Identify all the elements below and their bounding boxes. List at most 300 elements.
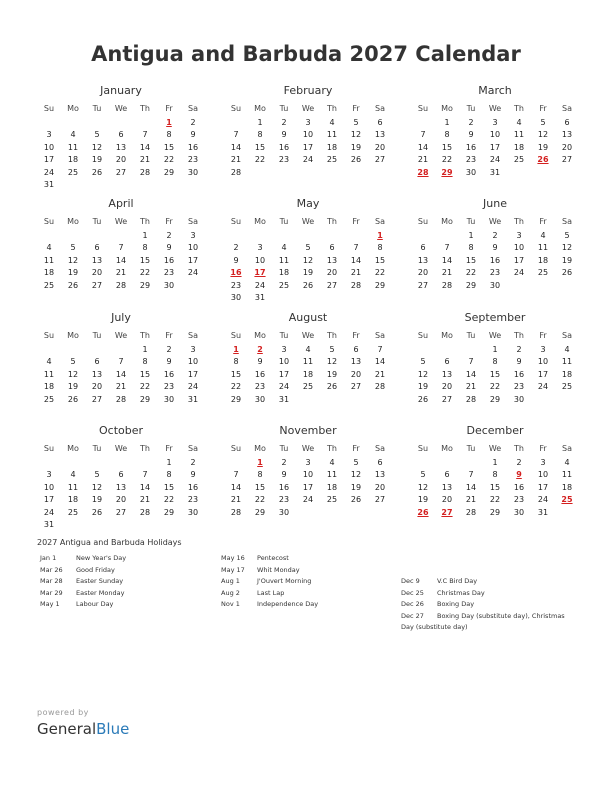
day: 8 xyxy=(444,130,450,139)
holiday-item xyxy=(40,576,210,588)
day: 3 xyxy=(305,117,311,127)
day: 7 xyxy=(233,130,239,139)
day: 9 xyxy=(516,357,522,366)
holiday-item xyxy=(401,576,573,588)
day: 15 xyxy=(230,369,242,379)
day: 17 xyxy=(187,369,199,379)
weekday-header: Su xyxy=(43,217,55,226)
day: 3 xyxy=(46,130,52,139)
month-name: September xyxy=(464,311,526,324)
day: 26 xyxy=(91,167,103,177)
day: 6 xyxy=(420,243,426,252)
day: 28 xyxy=(441,280,453,290)
day: 5 xyxy=(420,357,426,366)
weekday-header: Su xyxy=(417,331,429,340)
day: 11 xyxy=(43,369,55,379)
day: 22 xyxy=(374,268,386,277)
holiday-date: May 17 xyxy=(221,565,245,574)
day: 19 xyxy=(561,255,573,265)
weekday-header: Mo xyxy=(441,104,453,113)
day: 11 xyxy=(278,255,290,265)
weekday-header: Su xyxy=(230,104,242,113)
month-march xyxy=(411,84,579,179)
holiday-day: 29 xyxy=(441,167,453,177)
empty-day xyxy=(411,457,435,470)
day: 15 xyxy=(441,142,453,152)
day: 18 xyxy=(278,268,290,277)
day: 6 xyxy=(329,243,335,252)
day: 12 xyxy=(91,142,103,152)
holiday-name: New Year's Day xyxy=(76,554,127,562)
day: 11 xyxy=(67,482,79,492)
day: 25 xyxy=(43,280,55,290)
day: 29 xyxy=(163,167,175,177)
month-november xyxy=(224,424,392,519)
day: 22 xyxy=(230,382,242,391)
day: 24 xyxy=(302,495,314,504)
day: 11 xyxy=(67,142,79,152)
holiday-item xyxy=(221,599,391,611)
holiday-day: 1 xyxy=(377,230,383,240)
day: 12 xyxy=(67,255,79,265)
day: 6 xyxy=(444,357,450,366)
empty-day xyxy=(435,230,459,243)
day: 7 xyxy=(142,470,148,479)
day: 24 xyxy=(537,382,549,391)
month-days-grid xyxy=(224,443,392,519)
empty-day xyxy=(224,117,248,130)
weekday-header: Th xyxy=(327,217,337,226)
day: 27 xyxy=(561,155,573,164)
holiday-date: May 16 xyxy=(221,554,245,562)
day: 30 xyxy=(187,507,199,517)
day: 9 xyxy=(233,255,239,265)
holiday-item xyxy=(221,553,391,565)
day: 14 xyxy=(139,482,151,492)
empty-day xyxy=(133,117,157,130)
weekday-header: Th xyxy=(327,104,337,113)
weekday-header: Sa xyxy=(188,331,198,340)
day: 2 xyxy=(281,457,287,467)
day: 31 xyxy=(254,293,266,302)
day: 7 xyxy=(444,243,450,252)
weekday-header: Fr xyxy=(165,444,173,453)
day: 12 xyxy=(350,130,362,139)
day: 26 xyxy=(302,280,314,290)
weekday-header: Sa xyxy=(375,444,385,453)
day: 16 xyxy=(278,482,290,492)
day: 9 xyxy=(166,243,172,252)
day: 22 xyxy=(254,495,266,504)
day: 8 xyxy=(257,130,263,139)
day: 4 xyxy=(46,243,52,252)
day: 3 xyxy=(46,470,52,479)
weekday-header: Mo xyxy=(67,104,79,113)
empty-day xyxy=(411,117,435,130)
day: 26 xyxy=(350,155,362,164)
holiday-date: Aug 2 xyxy=(221,588,240,597)
holiday-day: 26 xyxy=(417,507,429,517)
holiday-day: 25 xyxy=(561,495,573,504)
day: 19 xyxy=(350,142,362,152)
day: 5 xyxy=(540,117,546,127)
day: 5 xyxy=(329,344,335,354)
day: 22 xyxy=(489,495,501,504)
weekday-header: Fr xyxy=(539,104,547,113)
empty-day xyxy=(85,457,109,470)
empty-day xyxy=(296,230,320,243)
month-days-grid xyxy=(224,216,392,305)
day: 6 xyxy=(118,470,124,479)
day: 7 xyxy=(468,470,474,479)
weekday-header: Su xyxy=(230,444,242,453)
month-days-grid xyxy=(37,216,205,292)
empty-day xyxy=(85,230,109,243)
day: 1 xyxy=(257,117,263,127)
day: 29 xyxy=(230,394,242,404)
day: 5 xyxy=(305,243,311,252)
empty-day xyxy=(85,117,109,130)
weekday-header: Mo xyxy=(441,444,453,453)
brand-logo[interactable] xyxy=(37,720,129,738)
month-january xyxy=(37,84,205,192)
empty-day xyxy=(435,457,459,470)
day: 11 xyxy=(513,130,525,139)
day: 2 xyxy=(166,344,172,354)
day: 18 xyxy=(561,482,573,492)
weekday-header: Sa xyxy=(188,104,198,113)
empty-day xyxy=(459,457,483,470)
weekday-header: We xyxy=(114,444,128,453)
day: 8 xyxy=(492,470,498,479)
weekday-header: Tu xyxy=(92,104,102,113)
holiday-item xyxy=(221,565,391,577)
day: 19 xyxy=(417,495,429,504)
day: 21 xyxy=(115,268,127,277)
day: 24 xyxy=(43,167,55,177)
weekday-header: Fr xyxy=(165,104,173,113)
day: 18 xyxy=(43,382,55,391)
day: 23 xyxy=(254,382,266,391)
day: 2 xyxy=(166,230,172,240)
day: 3 xyxy=(516,230,522,240)
day: 1 xyxy=(142,230,148,240)
day: 10 xyxy=(537,357,549,366)
weekday-header: Su xyxy=(43,444,55,453)
month-september xyxy=(411,311,579,406)
holiday-name: Christmas Day xyxy=(437,588,485,597)
weekday-header: Fr xyxy=(165,217,173,226)
day: 16 xyxy=(163,255,175,265)
holiday-day: 2 xyxy=(257,344,263,354)
month-may xyxy=(224,197,392,305)
day: 24 xyxy=(513,268,525,277)
day: 11 xyxy=(561,470,573,479)
day: 26 xyxy=(326,382,338,391)
day: 3 xyxy=(281,344,287,354)
holiday-date: Jan 1 xyxy=(40,554,57,562)
holiday-name: Easter Sunday xyxy=(76,577,124,585)
day: 6 xyxy=(94,243,100,252)
day: 30 xyxy=(230,293,242,302)
day: 3 xyxy=(257,243,263,252)
day: 26 xyxy=(67,280,79,290)
day: 30 xyxy=(278,507,290,517)
weekday-header: Fr xyxy=(539,444,547,453)
day: 16 xyxy=(254,369,266,379)
weekday-header: Th xyxy=(327,444,337,453)
empty-day xyxy=(109,230,133,243)
day: 30 xyxy=(254,394,266,404)
brand-general: General xyxy=(37,720,97,738)
empty-day xyxy=(37,344,61,357)
day: 29 xyxy=(374,280,386,290)
holiday-item xyxy=(401,611,573,634)
empty-day xyxy=(411,230,435,243)
weekday-header: Mo xyxy=(254,217,266,226)
day: 20 xyxy=(115,495,127,504)
day: 3 xyxy=(305,457,311,467)
empty-day xyxy=(109,344,133,357)
day: 25 xyxy=(513,155,525,164)
day: 15 xyxy=(139,369,151,379)
day: 20 xyxy=(441,495,453,504)
day: 24 xyxy=(302,155,314,164)
month-july xyxy=(37,311,205,406)
day: 29 xyxy=(163,507,175,517)
day: 15 xyxy=(254,142,266,152)
weekday-header: Fr xyxy=(352,217,360,226)
day: 18 xyxy=(561,369,573,379)
day: 4 xyxy=(329,457,335,467)
holiday-name: Whit Monday xyxy=(257,565,300,574)
month-october xyxy=(37,424,205,532)
weekday-header: Sa xyxy=(562,444,572,453)
day: 13 xyxy=(374,470,386,479)
day: 28 xyxy=(139,167,151,177)
day: 8 xyxy=(142,357,148,366)
holiday-column xyxy=(221,553,391,611)
day: 23 xyxy=(489,268,501,277)
weekday-header: Mo xyxy=(441,217,453,226)
day: 17 xyxy=(489,142,501,152)
holiday-day: 28 xyxy=(417,167,429,177)
weekday-header: Th xyxy=(327,331,337,340)
month-name: February xyxy=(283,84,333,97)
weekday-header: Fr xyxy=(352,444,360,453)
day: 21 xyxy=(465,495,477,504)
day: 16 xyxy=(187,142,199,152)
day: 2 xyxy=(190,457,196,467)
day: 19 xyxy=(91,155,103,164)
day: 7 xyxy=(118,357,124,366)
day: 8 xyxy=(166,130,172,139)
day: 12 xyxy=(302,255,314,265)
day: 1 xyxy=(468,230,474,240)
day: 29 xyxy=(489,394,501,404)
day: 4 xyxy=(564,457,570,467)
holiday-date: Dec 9 xyxy=(401,577,420,585)
day: 14 xyxy=(441,255,453,265)
brand-blue: Blue xyxy=(96,720,130,738)
month-name: July xyxy=(111,311,131,324)
empty-day xyxy=(133,457,157,470)
weekday-header: Tu xyxy=(92,217,102,226)
holiday-date: Nov 1 xyxy=(221,600,240,608)
day: 6 xyxy=(94,357,100,366)
weekday-header: Sa xyxy=(375,331,385,340)
weekday-header: Sa xyxy=(562,331,572,340)
day: 15 xyxy=(489,482,501,492)
month-name: April xyxy=(108,197,134,210)
holiday-day: 1 xyxy=(166,117,172,127)
day: 12 xyxy=(350,470,362,479)
day: 17 xyxy=(278,369,290,379)
day: 28 xyxy=(230,507,242,517)
weekday-header: Sa xyxy=(188,444,198,453)
day: 22 xyxy=(139,382,151,391)
weekday-header: Fr xyxy=(165,331,173,340)
weekday-header: We xyxy=(301,217,315,226)
day: 13 xyxy=(561,130,573,139)
weekday-header: We xyxy=(301,331,315,340)
holiday-day: 17 xyxy=(254,268,266,277)
day: 7 xyxy=(377,344,383,354)
day: 12 xyxy=(537,130,549,139)
weekday-header: Th xyxy=(140,104,150,113)
day: 22 xyxy=(163,495,175,504)
holiday-date: May 1 xyxy=(40,600,60,608)
day: 11 xyxy=(561,357,573,366)
day: 17 xyxy=(302,482,314,492)
day: 23 xyxy=(513,495,525,504)
day: 9 xyxy=(190,130,196,139)
empty-day xyxy=(85,344,109,357)
day: 14 xyxy=(230,482,242,492)
weekday-header: Tu xyxy=(466,444,476,453)
day: 20 xyxy=(561,142,573,152)
day: 17 xyxy=(187,255,199,265)
day: 30 xyxy=(163,394,175,404)
month-name: October xyxy=(98,424,144,437)
day: 10 xyxy=(187,357,199,366)
day: 9 xyxy=(257,357,263,366)
weekday-header: Fr xyxy=(352,331,360,340)
day: 4 xyxy=(516,117,522,127)
holiday-item xyxy=(401,588,573,600)
day: 9 xyxy=(166,357,172,366)
day: 31 xyxy=(187,394,199,404)
day: 13 xyxy=(441,369,453,379)
month-name: March xyxy=(478,84,512,97)
month-days-grid xyxy=(224,103,392,179)
day: 28 xyxy=(465,507,477,517)
day: 12 xyxy=(326,357,338,366)
day: 6 xyxy=(353,344,359,354)
month-june xyxy=(411,197,579,292)
month-days-grid xyxy=(411,103,579,179)
weekday-header: Th xyxy=(140,331,150,340)
day: 5 xyxy=(94,470,100,479)
day: 20 xyxy=(91,268,103,277)
day: 6 xyxy=(564,117,570,127)
day: 10 xyxy=(302,470,314,479)
weekday-header: Mo xyxy=(254,331,266,340)
day: 23 xyxy=(278,155,290,164)
weekday-header: Tu xyxy=(279,444,289,453)
holiday-date: Dec 27 xyxy=(401,611,424,620)
day: 20 xyxy=(374,142,386,152)
day: 16 xyxy=(465,142,477,152)
day: 24 xyxy=(537,495,549,504)
empty-day xyxy=(224,230,248,243)
holiday-name: Good Friday xyxy=(76,565,115,574)
day: 31 xyxy=(43,520,55,529)
weekday-header: We xyxy=(301,444,315,453)
day: 22 xyxy=(465,268,477,277)
day: 3 xyxy=(540,344,546,354)
weekday-header: Sa xyxy=(375,217,385,226)
empty-day xyxy=(272,230,296,243)
day: 24 xyxy=(254,280,266,290)
day: 12 xyxy=(91,482,103,492)
day: 29 xyxy=(489,507,501,517)
day: 15 xyxy=(254,482,266,492)
day: 18 xyxy=(326,142,338,152)
weekday-header: We xyxy=(114,331,128,340)
day: 3 xyxy=(492,117,498,127)
day: 17 xyxy=(43,155,55,164)
empty-day xyxy=(61,230,85,243)
day: 29 xyxy=(139,280,151,290)
weekday-header: We xyxy=(488,331,502,340)
holiday-name: Last Lap xyxy=(257,588,285,597)
day: 4 xyxy=(564,344,570,354)
day: 14 xyxy=(465,369,477,379)
day: 21 xyxy=(115,382,127,391)
holiday-item xyxy=(40,565,210,577)
day: 11 xyxy=(43,255,55,265)
day: 31 xyxy=(278,394,290,404)
day: 10 xyxy=(513,243,525,252)
day: 1 xyxy=(444,117,450,127)
holiday-date: Mar 26 xyxy=(40,565,63,574)
weekday-header: Th xyxy=(514,104,524,113)
day: 8 xyxy=(166,470,172,479)
weekday-header: Tu xyxy=(279,217,289,226)
day: 19 xyxy=(350,482,362,492)
empty-day xyxy=(109,117,133,130)
month-days-grid xyxy=(37,443,205,532)
month-august xyxy=(224,311,392,406)
day: 5 xyxy=(353,117,359,127)
holiday-date: Aug 1 xyxy=(221,577,240,585)
day: 16 xyxy=(163,369,175,379)
holiday-day: 1 xyxy=(233,344,239,354)
weekday-header: Mo xyxy=(67,217,79,226)
day: 12 xyxy=(561,243,573,252)
weekday-header: Th xyxy=(514,444,524,453)
day: 21 xyxy=(139,495,151,504)
day: 28 xyxy=(139,507,151,517)
weekday-header: Tu xyxy=(279,331,289,340)
day: 21 xyxy=(374,369,386,379)
day: 18 xyxy=(326,482,338,492)
weekday-header: We xyxy=(488,444,502,453)
day: 28 xyxy=(115,394,127,404)
month-february xyxy=(224,84,392,179)
day: 15 xyxy=(139,255,151,265)
